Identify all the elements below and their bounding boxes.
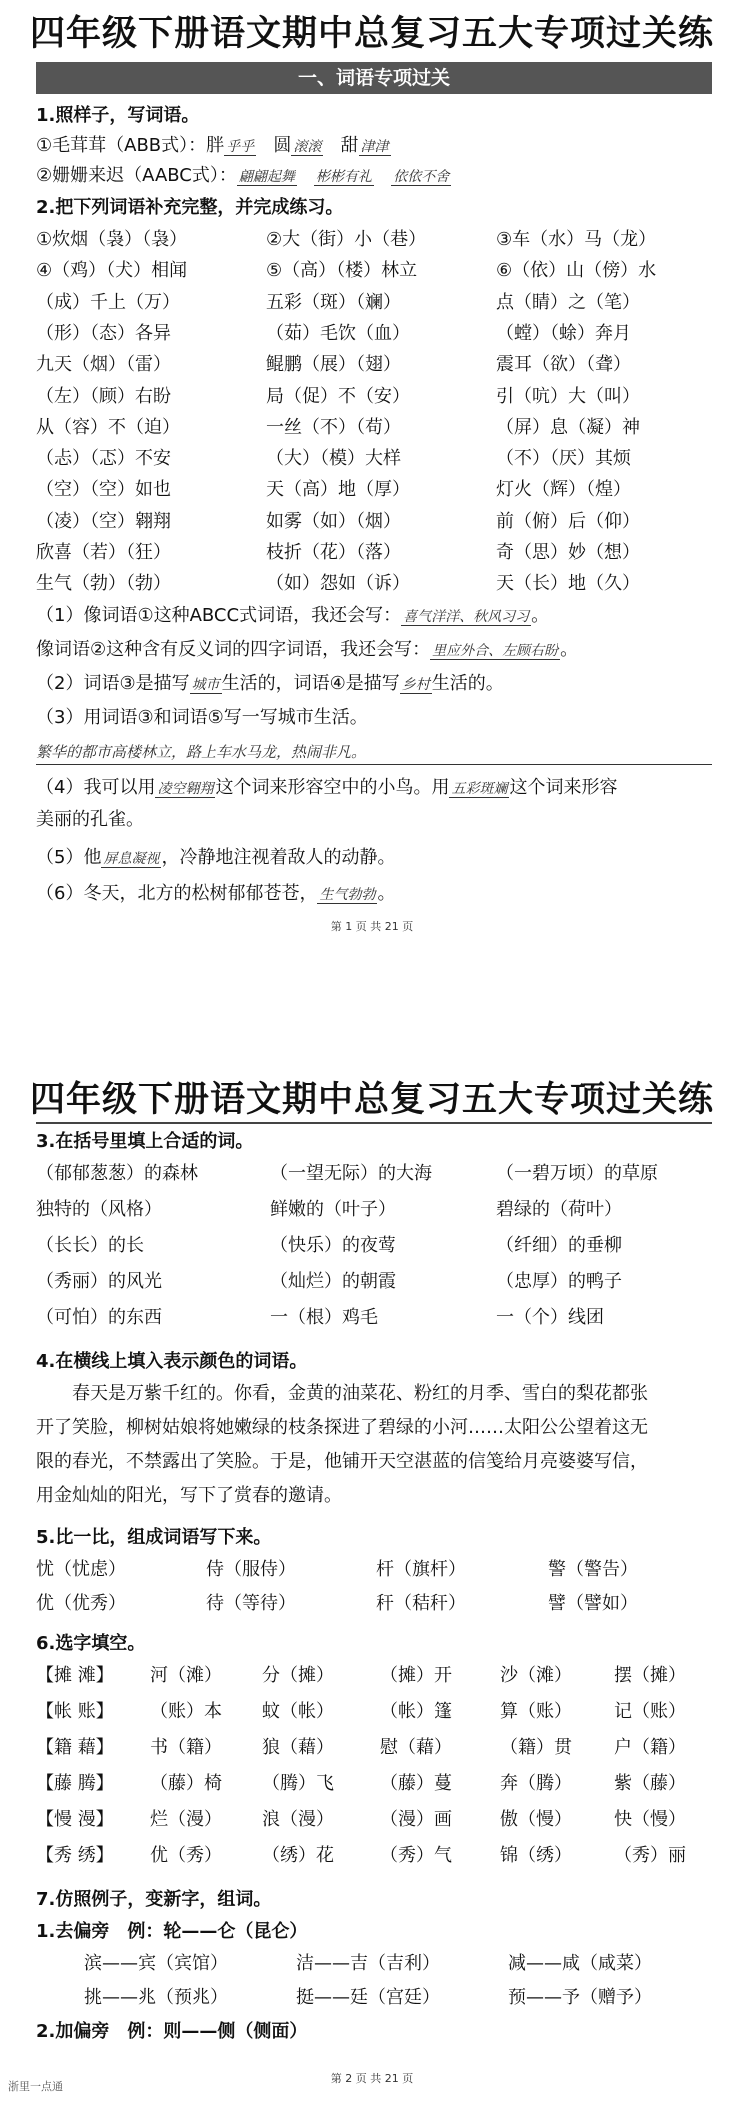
choose-cell: 浪（漫） xyxy=(262,1809,334,1830)
subquestion-1 xyxy=(36,604,549,629)
choose-cell: 分（摊） xyxy=(262,1665,334,1686)
idiom-cell: （形）（态）各异 xyxy=(36,322,171,344)
idiom-cell: 点（睛）之（笔） xyxy=(496,291,640,313)
idiom-cell: 五彩（斑）（斓） xyxy=(266,291,401,313)
fill-cell: 一（根）鸡毛 xyxy=(270,1307,378,1328)
subquestion-4 xyxy=(36,776,617,801)
prompt: （6）冬天，北方的松树郁郁苍苍， xyxy=(36,883,318,904)
radical-cell: 减——咸（咸菜） xyxy=(508,1953,652,1974)
prompt: （5）他 xyxy=(36,847,102,868)
fill-cell: （秀丽）的风光 xyxy=(36,1271,162,1292)
radical-cell: 预——予（赠予） xyxy=(508,1987,652,2008)
choose-cell: 【藤 腾】 xyxy=(36,1773,114,1794)
idiom-cell: （如）怨如（诉） xyxy=(266,573,410,595)
choose-cell: 【慢 漫】 xyxy=(36,1809,114,1830)
fill-cell: 鲜嫩的（叶子） xyxy=(270,1199,396,1220)
idiom-cell: ⑥（依）山（傍）水 xyxy=(496,260,657,282)
answer: 彬彬有礼 xyxy=(316,169,373,185)
question-7-part1: 1.去偏旁 例：轮——仑（昆仑） xyxy=(36,1921,308,1942)
page-title: 四年级下册语文期中总复习五大专项过关练 xyxy=(29,14,714,54)
compare-cell: 待（等待） xyxy=(206,1593,296,1614)
subquestion-5 xyxy=(36,846,395,871)
choose-cell: （绣）花 xyxy=(262,1845,334,1866)
paragraph-line: 限的春光，不禁露出了笑脸。于是，他铺开天空湛蓝的信笺给月亮婆婆写信， xyxy=(36,1451,648,1472)
choose-cell: （帐）篷 xyxy=(380,1701,452,1722)
prompt: 这个词来形容 xyxy=(509,777,618,798)
q1a-word: 圆 xyxy=(273,135,292,156)
page-footer: 第 2 页 共 21 页 xyxy=(330,2072,414,2085)
idiom-cell: ①炊烟（袅）（袅） xyxy=(36,229,188,250)
page-1 xyxy=(0,0,744,1040)
compare-cell: 忧（忧虑） xyxy=(36,1559,126,1580)
choose-cell: （藤）蔓 xyxy=(380,1773,452,1794)
answer: 津津 xyxy=(360,139,389,155)
compare-cell: 秆（秸秆） xyxy=(376,1593,466,1614)
page-footer: 第 1 页 共 21 页 xyxy=(330,920,414,933)
subquestion-6 xyxy=(36,882,395,907)
compare-cell: 优（优秀） xyxy=(36,1593,126,1614)
paragraph-line: 开了笑脸，柳树姑娘将她嫩绿的枝条探进了碧绿的小河……太阳公公望着这无 xyxy=(36,1417,648,1438)
idiom-cell: 天（高）地（厚） xyxy=(266,479,410,501)
idiom-cell: （屏）息（凝）神 xyxy=(496,416,640,438)
idiom-cell: 九天（烟）（雷） xyxy=(36,354,171,376)
fill-cell: 独特的（风格） xyxy=(36,1199,162,1220)
choose-cell: 记（账） xyxy=(614,1701,686,1722)
question-1a xyxy=(36,134,391,159)
idiom-cell: （忐）（忑）不安 xyxy=(36,448,171,470)
prompt: （4）我可以用 xyxy=(36,777,156,798)
answer: 凌空翱翔 xyxy=(157,781,214,797)
fill-cell: （可怕）的东西 xyxy=(36,1307,162,1328)
idiom-cell: 如雾（如）（烟） xyxy=(266,510,401,532)
prompt: 像词语②这种含有反义词的四字词语，我还会写： xyxy=(36,639,431,660)
idiom-cell: 天（长）地（久） xyxy=(496,573,640,595)
radical-cell: 滨——宾（宾馆） xyxy=(84,1953,228,1974)
answer: 依依不舍 xyxy=(393,169,450,185)
idiom-cell: （茹）毛饮（血） xyxy=(266,322,410,344)
compare-cell: 侍（服侍） xyxy=(206,1559,296,1580)
choose-cell: （秀）丽 xyxy=(614,1845,686,1866)
answer: 滚滚 xyxy=(293,139,322,155)
choose-cell: 河（滩） xyxy=(150,1665,222,1686)
idiom-cell: 前（俯）后（仰） xyxy=(496,510,640,532)
page-2 xyxy=(0,1040,744,2104)
idiom-cell: ④（鸡）（犬）相闻 xyxy=(36,260,188,282)
idiom-cell: 枝折（花）（落） xyxy=(266,542,401,563)
question-6-heading: 6.选字填空。 xyxy=(36,1633,146,1654)
idiom-cell: 从（容）不（迫） xyxy=(36,416,180,438)
answer: 城市 xyxy=(191,677,220,693)
choose-cell: （秀）气 xyxy=(380,1845,452,1866)
fill-cell: （一碧万顷）的草原 xyxy=(496,1163,658,1184)
choose-cell: 锦（绣） xyxy=(500,1845,572,1866)
page-title: 四年级下册语文期中总复习五大专项过关练 xyxy=(29,1080,714,1120)
paragraph-line: 用金灿灿的阳光，写下了赏春的邀请。 xyxy=(36,1485,342,1506)
idiom-cell: 欣喜（若）（狂） xyxy=(36,542,171,563)
answer: 喜气洋洋、秋风习习 xyxy=(403,609,530,625)
idiom-cell: 一丝（不）（苟） xyxy=(266,416,401,438)
choose-cell: 优（秀） xyxy=(150,1845,222,1866)
choose-cell: 【籍 藉】 xyxy=(36,1737,114,1758)
choose-cell: （摊）开 xyxy=(380,1665,452,1686)
idiom-cell: （左）（顾）右盼 xyxy=(36,385,171,407)
answer-line: 繁华的都市高楼林立，路上车水马龙，热闹非凡。 xyxy=(36,740,712,765)
question-7-part2: 2.加偏旁 例：则——侧（侧面） xyxy=(36,2021,308,2042)
prompt: ，冷静地注视着敌人的动静。 xyxy=(161,847,396,868)
subquestion-4-cont: 美丽的孔雀。 xyxy=(36,809,144,830)
fill-cell: （一望无际）的大海 xyxy=(270,1163,432,1184)
choose-cell: （腾）飞 xyxy=(262,1773,334,1794)
punct: 。 xyxy=(531,605,550,626)
idiom-cell: 灯火（辉）（煌） xyxy=(496,479,631,501)
choose-cell: 摆（摊） xyxy=(614,1665,686,1686)
answer: 乎乎 xyxy=(226,139,255,155)
section-header: 一、词语专项过关 xyxy=(36,62,712,94)
choose-cell: 户（籍） xyxy=(614,1737,686,1758)
idiom-cell: 鲲鹏（展）（翅） xyxy=(266,354,401,376)
prompt: 。 xyxy=(377,883,396,904)
idiom-cell: 引（吭）大（叫） xyxy=(496,385,640,407)
question-1-heading: 1.照样子，写词语。 xyxy=(36,105,200,126)
choose-cell: 【秀 绣】 xyxy=(36,1845,114,1866)
answer: 里应外合、左顾右盼 xyxy=(432,643,559,659)
choose-cell: 烂（漫） xyxy=(150,1809,222,1830)
idiom-cell: ③车（水）马（龙） xyxy=(496,229,657,250)
idiom-cell: （螳）（蜍）奔月 xyxy=(496,322,631,344)
question-5-heading: 5.比一比，组成词语写下来。 xyxy=(36,1527,272,1548)
idiom-cell: 震耳（欲）（聋） xyxy=(496,354,631,376)
radical-cell: 挺——廷（宫廷） xyxy=(296,1987,440,2008)
choose-cell: 快（慢） xyxy=(614,1809,686,1830)
q1a-word: 甜 xyxy=(340,135,359,156)
question-1b xyxy=(36,164,451,189)
radical-cell: 挑——兆（预兆） xyxy=(84,1987,228,2008)
choose-cell: （漫）画 xyxy=(380,1809,452,1830)
paragraph-line: 春天是万紫千红的。你看，金黄的油菜花、粉红的月季、雪白的梨花都张 xyxy=(72,1383,648,1404)
subquestion-3: （3）用词语③和词语⑤写一写城市生活。 xyxy=(36,707,368,728)
choose-cell: 【摊 滩】 xyxy=(36,1665,114,1686)
divider xyxy=(36,1122,712,1124)
idiom-cell: 生气（勃）（勃） xyxy=(36,573,171,595)
choose-cell: 紫（藤） xyxy=(614,1773,686,1794)
choose-cell: 沙（滩） xyxy=(500,1665,572,1686)
idiom-cell: （大）（模）大样 xyxy=(266,448,401,470)
fill-cell: 碧绿的（荷叶） xyxy=(496,1199,622,1220)
compare-cell: 譬（譬如） xyxy=(548,1593,638,1614)
subquestion-1b xyxy=(36,638,578,663)
fill-cell: （快乐）的夜莺 xyxy=(270,1235,396,1256)
question-2-heading: 2.把下列词语补充完整，并完成练习。 xyxy=(36,197,344,218)
idiom-cell: 奇（思）妙（想） xyxy=(496,542,640,563)
compare-cell: 警（警告） xyxy=(548,1559,638,1580)
answer: 翩翩起舞 xyxy=(238,169,295,185)
fill-cell: 一（个）线团 xyxy=(496,1307,604,1328)
choose-cell: （籍）贯 xyxy=(500,1737,572,1758)
question-7-heading: 7.仿照例子，变新字，组词。 xyxy=(36,1889,272,1910)
prompt: （1）像词语①这种ABCC式词语，我还会写： xyxy=(36,605,402,626)
choose-cell: 狼（藉） xyxy=(262,1737,334,1758)
answer: 生气勃勃 xyxy=(319,887,376,903)
fill-cell: （长长）的长 xyxy=(36,1235,144,1256)
idiom-cell: （空）（空）如也 xyxy=(36,479,171,501)
fill-cell: （灿烂）的朝霞 xyxy=(270,1271,396,1292)
prompt: 这个词来形容空中的小鸟。用 xyxy=(215,777,450,798)
prompt: （2）词语③是描写 xyxy=(36,673,190,694)
prompt: 生活的，词语④是描写 xyxy=(221,673,400,694)
fill-cell: （忠厚）的鸭子 xyxy=(496,1271,622,1292)
choose-cell: 傲（慢） xyxy=(500,1809,572,1830)
q1b-prompt: ②姗姗来迟（AABC式）： xyxy=(36,165,237,186)
prompt: 生活的。 xyxy=(431,673,504,694)
choose-cell: （藤）椅 xyxy=(150,1773,222,1794)
idiom-cell: （成）千上（万） xyxy=(36,291,180,313)
subquestion-2 xyxy=(36,672,504,697)
choose-cell: 算（账） xyxy=(500,1701,572,1722)
idiom-cell: 局（促）不（安） xyxy=(266,385,410,407)
idiom-cell: （凌）（空）翱翔 xyxy=(36,510,171,532)
choose-cell: 奔（腾） xyxy=(500,1773,572,1794)
idiom-cell: （不）（厌）其烦 xyxy=(496,448,631,470)
question-3-heading: 3.在括号里填上合适的词。 xyxy=(36,1131,254,1152)
choose-cell: 书（籍） xyxy=(150,1737,222,1758)
radical-cell: 洁——吉（吉利） xyxy=(296,1953,440,1974)
choose-cell: 蚊（帐） xyxy=(262,1701,334,1722)
choose-cell: 【帐 账】 xyxy=(36,1701,114,1722)
idiom-cell: ②大（街）小（巷） xyxy=(266,229,427,250)
answer: 屏息凝视 xyxy=(103,851,160,867)
fill-cell: （郁郁葱葱）的森林 xyxy=(36,1163,198,1184)
answer: 乡村 xyxy=(401,677,430,693)
choose-cell: 慰（藉） xyxy=(380,1737,452,1758)
question-4-heading: 4.在横线上填入表示颜色的词语。 xyxy=(36,1351,308,1372)
answer: 五彩斑斓 xyxy=(451,781,508,797)
choose-cell: （账）本 xyxy=(150,1701,222,1722)
idiom-cell: ⑤（高）（楼）林立 xyxy=(266,260,418,282)
punct: 。 xyxy=(560,639,579,660)
q1a-prompt: ①毛茸茸（ABB式）：胖 xyxy=(36,135,225,156)
compare-cell: 杆（旗杆） xyxy=(376,1559,466,1580)
watermark: 浙里一点通 xyxy=(8,2080,63,2093)
fill-cell: （纤细）的垂柳 xyxy=(496,1235,622,1256)
